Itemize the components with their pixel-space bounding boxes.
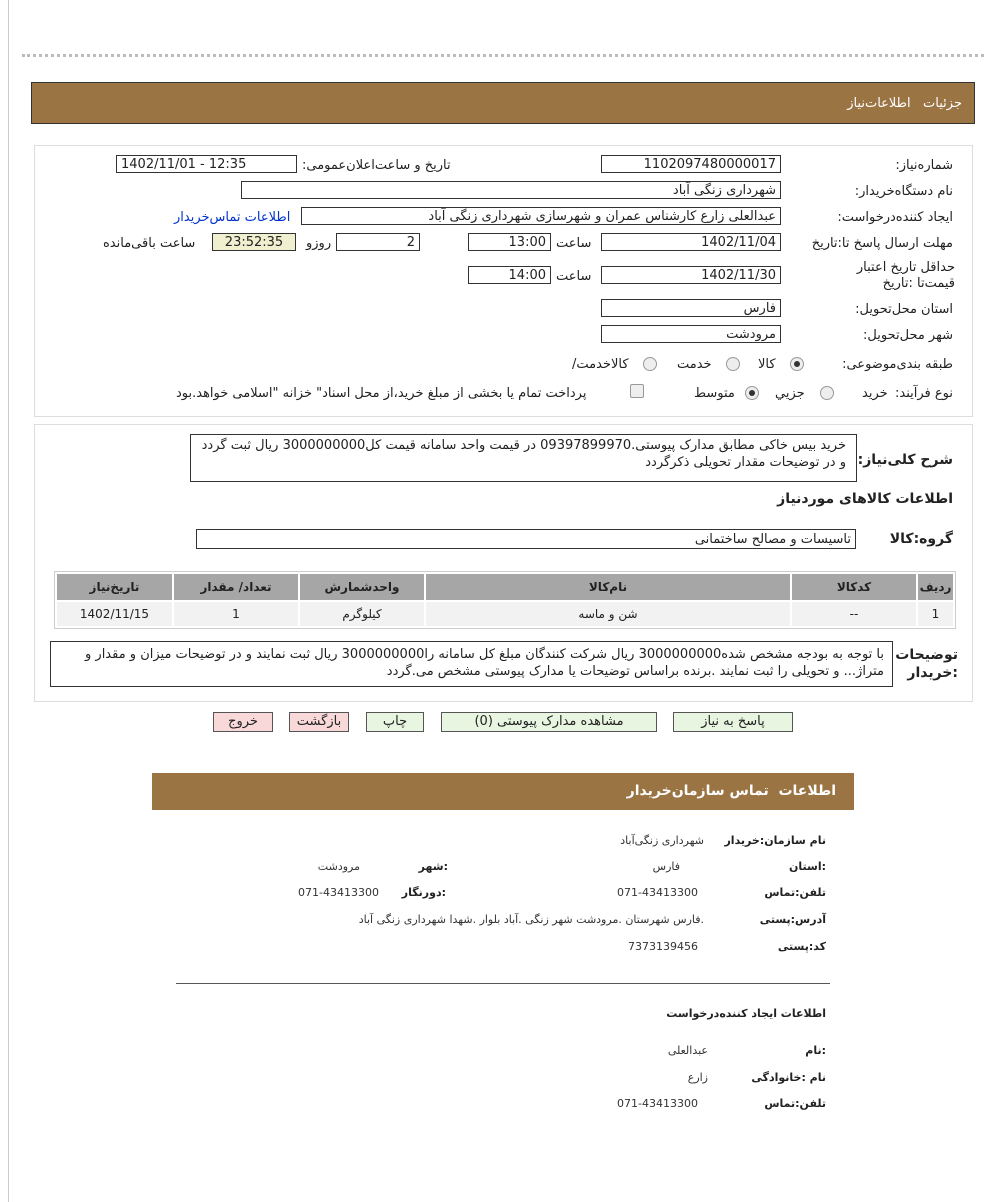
org-name-value: شهرداری زنگی‌آباد xyxy=(620,834,704,847)
contact-city-value: مرودشت xyxy=(317,860,360,873)
category-goods-label: کالا xyxy=(758,357,776,372)
print-button[interactable]: چاپ xyxy=(366,712,424,732)
requester-title: اطلاعات ایجاد کننده‌درخواست xyxy=(666,1007,826,1020)
requester-name-value: عبدالعلی xyxy=(667,1044,708,1057)
col-code: کدکالا xyxy=(792,574,916,600)
process-buy-label: خرید xyxy=(862,386,888,401)
cell-row: 1 xyxy=(918,602,953,626)
category-service-label: خدمت xyxy=(677,357,712,372)
org-name-label: نام سازمان:خریدار xyxy=(724,834,826,847)
requester-phone-label: تلفن‌:تماس xyxy=(764,1097,826,1110)
requester-family-label: نام :خانوادگی xyxy=(751,1071,826,1084)
description-label: شرح کلی‌نیاز: xyxy=(857,452,953,468)
contact-phone-label: تلفن‌:تماس xyxy=(764,886,826,899)
buyer-label: نام دستگاه‌خریدار: xyxy=(854,184,953,199)
contact-address-label: آدرس‌:پستی xyxy=(759,913,826,926)
contact-header xyxy=(152,773,854,810)
validity-date-field: 1402/11/30 xyxy=(601,266,781,284)
contact-divider xyxy=(176,983,830,984)
col-unit: واحدشمارش xyxy=(300,574,424,600)
remaining-label: ساعت باقی‌مانده xyxy=(103,236,196,251)
goods-group-field: تاسیسات و مصالح ساختمانی xyxy=(196,529,856,549)
days-label: روزو xyxy=(306,236,332,251)
goods-table-header xyxy=(57,574,953,600)
process-minor-label: جزیي xyxy=(775,386,805,401)
buyer-contact-link[interactable]: اطلاعات تماس‌خریدار xyxy=(174,210,291,225)
exit-button[interactable]: خروج xyxy=(213,712,273,732)
province-field: فارس xyxy=(601,299,781,317)
deadline-time-field: 13:00 xyxy=(468,233,551,251)
contact-province-label: :استان xyxy=(789,860,826,873)
process-label: نوع فرآیند: xyxy=(895,386,953,401)
creator-field: عبدالعلی زارع کارشناس عمران و شهرسازی شهرداری زنگی آباد xyxy=(301,207,781,225)
cell-name: شن و ماسه xyxy=(426,602,790,626)
goods-group-label: گروه‌:کالا xyxy=(889,531,953,547)
col-row: ردیف xyxy=(918,574,953,600)
goods-info-title: اطلاعات کالاهای موردنیاز xyxy=(777,491,953,507)
cell-date: 1402/11/15 xyxy=(57,602,172,626)
validity-time-field: 14:00 xyxy=(468,266,551,284)
contact-address-value: .فارس شهرستان .مرودشت شهر زنگی .آباد بلوار .شهدا شهرداری زنگی آباد xyxy=(358,913,704,926)
treasury-payment-note: پرداخت تمام یا بخشی از مبلغ خرید،از محل اسناد" خزانه "اسلامی خواهد.بود xyxy=(176,386,587,401)
description-text: خرید بیس خاکی مطابق مدارک پیوستی.09397899970 در قیمت واحد سامانه قیمت کل3000000000 ریال ثبت گردد و در توضیحات مقدار تحویلی ذکرگردد xyxy=(190,434,857,482)
requester-phone-value: 071-43413300 xyxy=(617,1097,698,1110)
contact-phone-value: 071-43413300 xyxy=(617,886,698,899)
contact-postal-label: کد‌:پستی xyxy=(777,940,826,953)
province-label: استان محل‌تحویل: xyxy=(855,302,953,317)
announce-field: 1402/11/01 - 12:35 xyxy=(116,155,297,173)
process-medium-radio[interactable] xyxy=(745,386,759,400)
category-both-radio[interactable] xyxy=(643,357,657,371)
need-number-label: شماره‌نیاز: xyxy=(895,158,953,173)
cell-qty: 1 xyxy=(174,602,298,626)
validity-label: حداقل تاریخ اعتبار قیمت‌تا :تاریخ xyxy=(856,260,955,291)
remaining-time-field: 23:52:35 xyxy=(212,233,296,251)
creator-label: ایجاد کننده‌درخواست: xyxy=(837,210,953,225)
process-medium-label: متوسط xyxy=(694,386,735,401)
contact-city-label: :شهر xyxy=(418,860,448,873)
buyer-notes-label: توضیحات :خریدار xyxy=(895,647,958,681)
days-field: 2 xyxy=(336,233,420,251)
category-goods-radio[interactable] xyxy=(790,357,804,371)
contact-fax-value: 071-43413300 xyxy=(298,886,379,899)
top-divider xyxy=(22,54,984,57)
announce-label: تاریخ و ساعت‌اعلان‌عمومی: xyxy=(302,158,451,173)
deadline-date-field: 1402/11/04 xyxy=(601,233,781,251)
header-bar xyxy=(31,82,975,124)
validity-time-label: ساعت xyxy=(556,269,592,284)
table-row xyxy=(57,602,953,626)
header-title: جزئیات اطلاعات‌نیاز xyxy=(847,96,962,111)
category-label: طبقه بندی‌موضوعی: xyxy=(842,357,953,372)
cell-unit: کیلوگرم xyxy=(300,602,424,626)
goods-table xyxy=(54,571,956,629)
buyer-field: شهرداری زنگی آباد xyxy=(241,181,781,199)
category-both-label: کالاخدمت/ xyxy=(572,357,629,372)
requester-family-value: زارع xyxy=(687,1071,708,1084)
deadline-time-label: ساعت xyxy=(556,236,592,251)
buyer-notes-text: با توجه به بودجه مشخص شده3000000000 ریال شرکت کنندگان مبلغ کل سامانه را3000000000 ریال ثبت نمایند و در توضیحات میزان و مقدار و متراژ... و تحویلی را ثبت نمایند .برنده براساس توضیحات یا مدارک پیوستی مشخص می.گردد xyxy=(50,641,893,687)
treasury-payment-checkbox[interactable] xyxy=(630,384,644,398)
contact-fax-label: :دورنگار xyxy=(401,886,446,899)
city-label: شهر محل‌تحویل: xyxy=(863,328,953,343)
page-left-border xyxy=(8,0,9,1202)
process-minor-radio[interactable] xyxy=(820,386,834,400)
city-field: مرودشت xyxy=(601,325,781,343)
attachments-button[interactable]: مشاهده مدارک پیوستی (0) xyxy=(441,712,657,732)
col-date: تاریخ‌نیاز xyxy=(57,574,172,600)
contact-title: اطلاعات تماس سازمان‌خریدار xyxy=(626,783,836,799)
cell-code: -- xyxy=(792,602,916,626)
reply-button[interactable]: پاسخ به نیاز xyxy=(673,712,793,732)
requester-name-label: :نام xyxy=(805,1044,826,1057)
col-name: نام‌کالا xyxy=(426,574,790,600)
contact-province-value: فارس xyxy=(652,860,680,873)
col-qty: تعداد/ مقدار xyxy=(174,574,298,600)
back-button[interactable]: بازگشت xyxy=(289,712,349,732)
contact-postal-value: 7373139456 xyxy=(628,940,698,953)
need-number-field: 1102097480000017 xyxy=(601,155,781,173)
deadline-label: مهلت ارسال پاسخ تا:تاریخ xyxy=(811,236,953,251)
category-service-radio[interactable] xyxy=(726,357,740,371)
